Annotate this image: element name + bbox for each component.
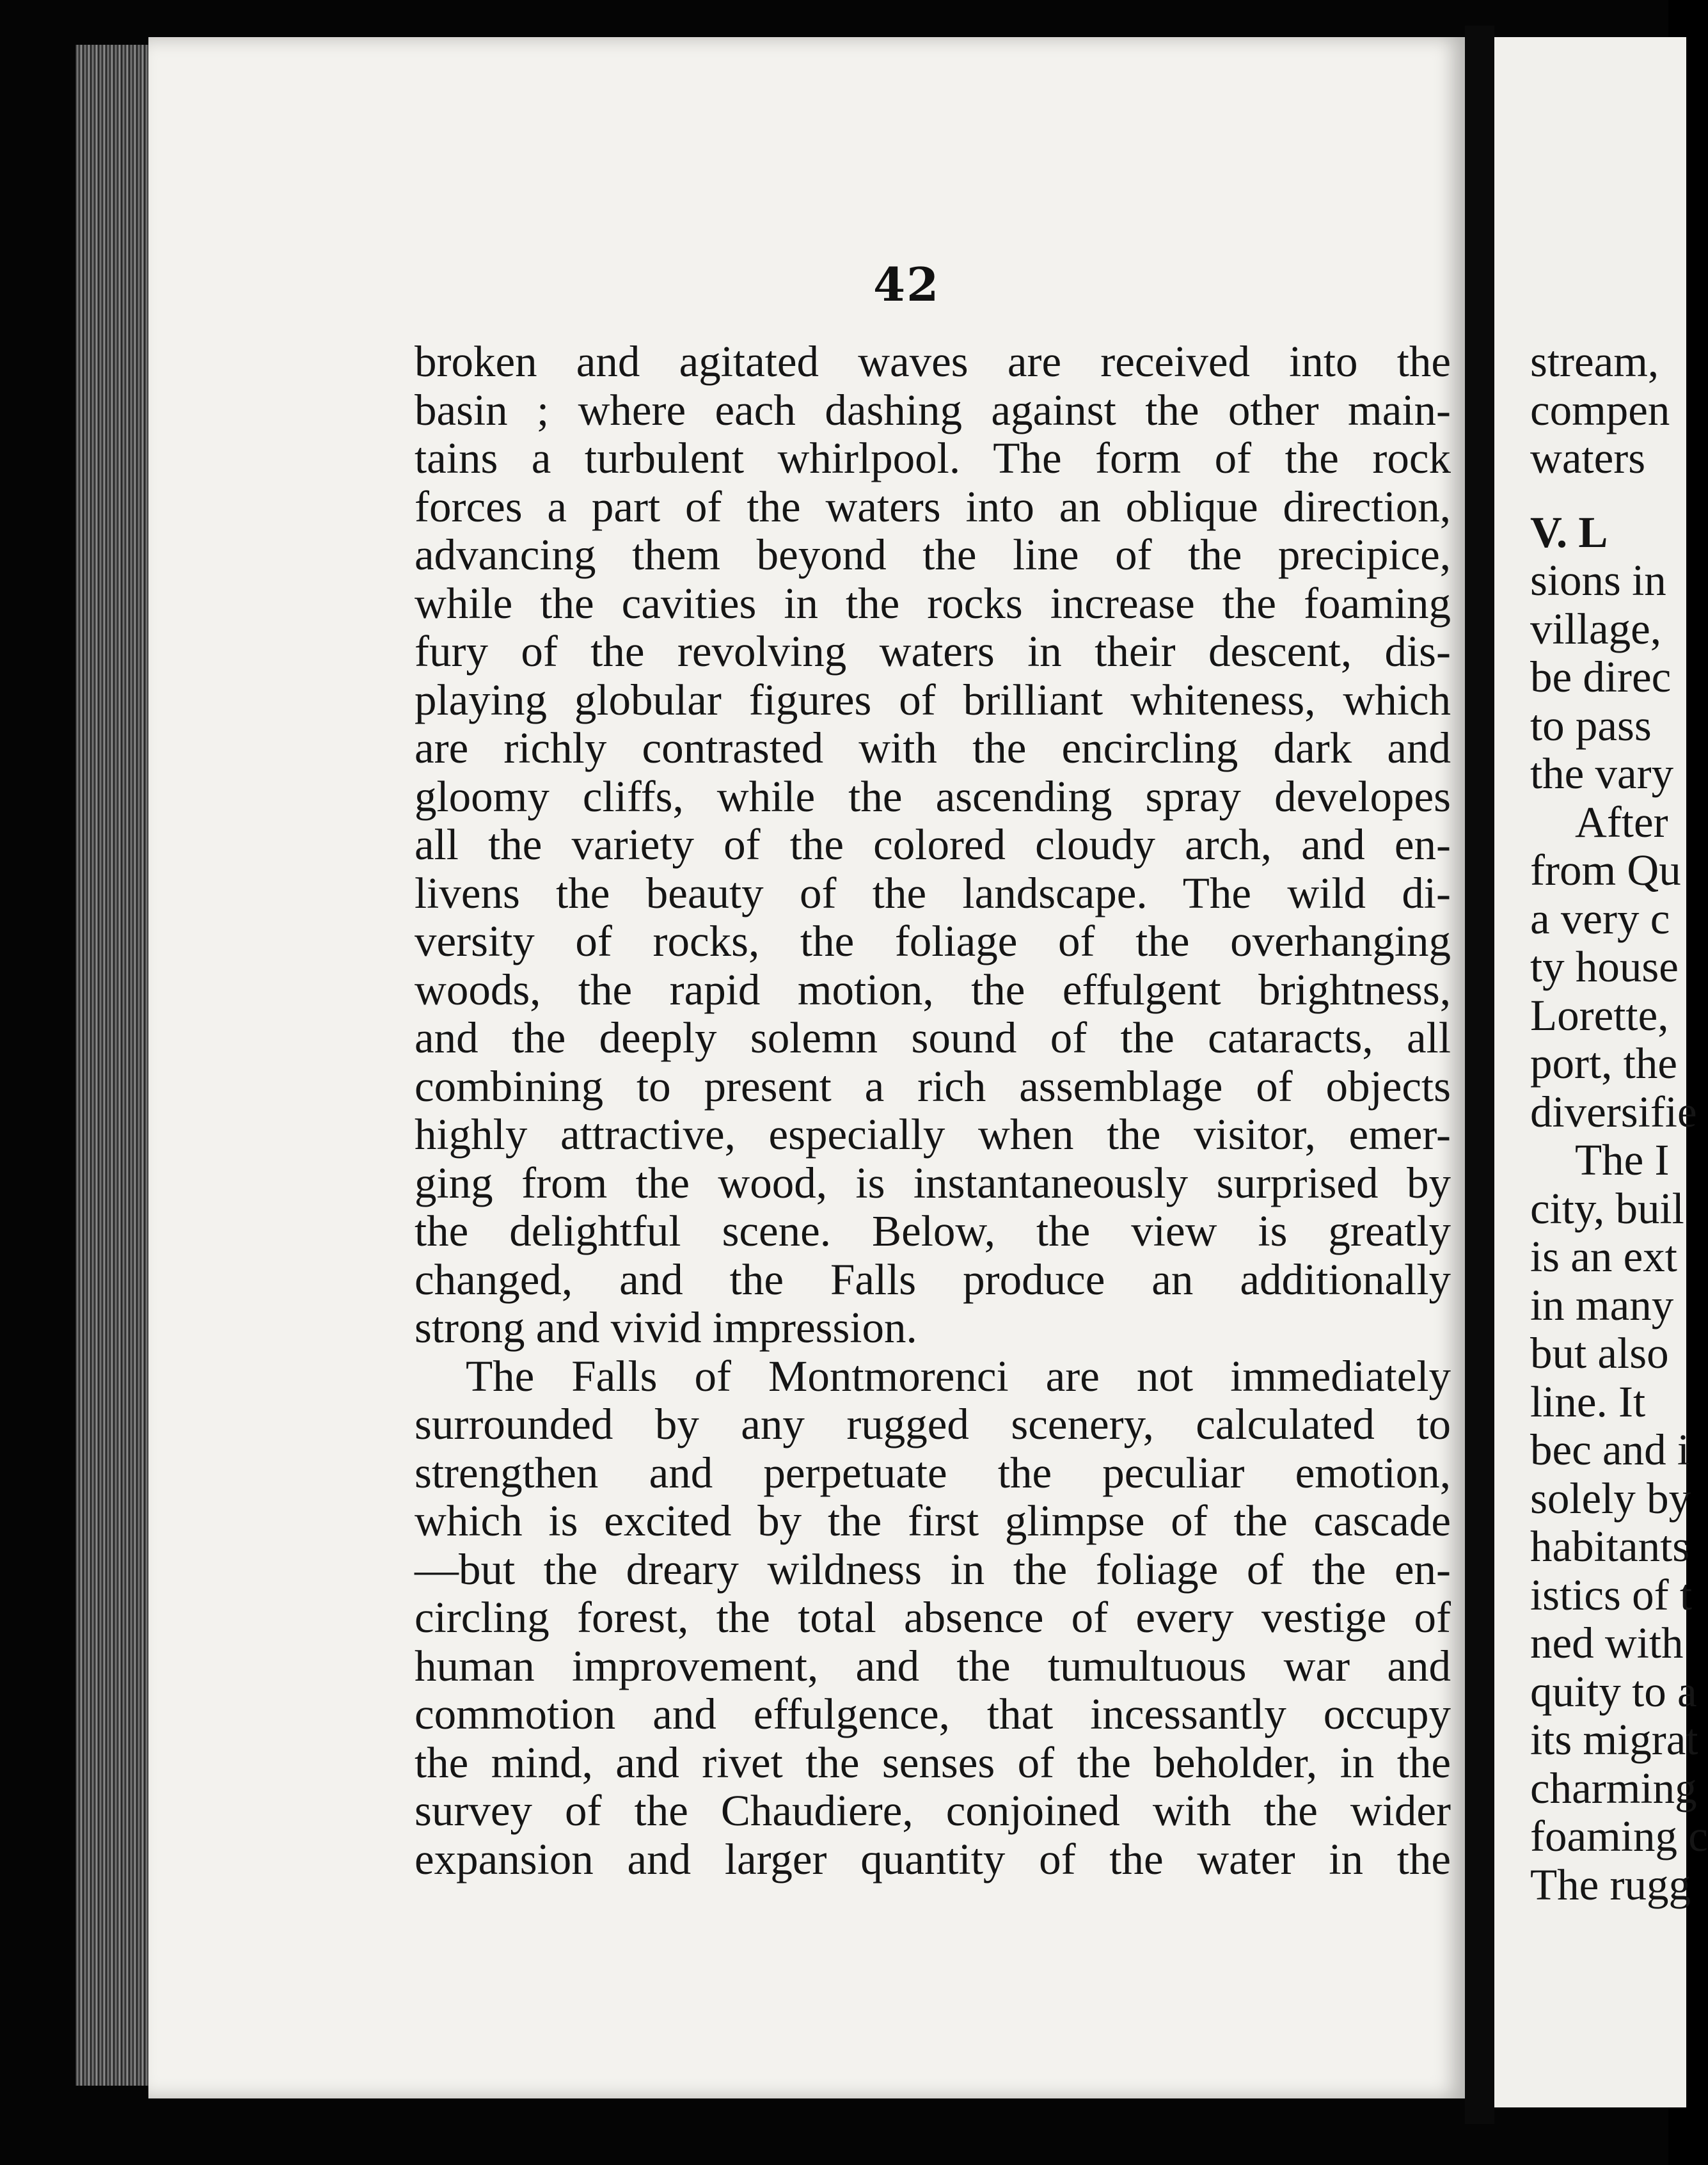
book-gutter <box>1465 26 1494 2124</box>
text-line: waters <box>1530 434 1646 482</box>
text-line: and the deeply solemn sound of the cataracts, all <box>415 1013 1451 1062</box>
text-line: a very c <box>1530 894 1670 943</box>
text-line: compen <box>1530 385 1670 434</box>
text-line: while the cavities in the rocks increase the foaming <box>415 578 1451 628</box>
text-line: foaming c <box>1530 1812 1708 1860</box>
text-line: versity of rocks, the foliage of the overhanging <box>415 917 1451 965</box>
text-line: tains a turbulent whirlpool. The form of the rock <box>415 434 1451 482</box>
page-number: 42 <box>873 257 940 312</box>
text-line: ging from the wood, is instantaneously surprised by <box>415 1158 1451 1207</box>
text-line: are richly contrasted with the encircling dark and <box>415 724 1451 772</box>
text-line: the delightful scene. Below, the view is greatly <box>415 1207 1451 1255</box>
text-line: changed, and the Falls produce an additionally <box>415 1255 1451 1304</box>
text-line: sions in <box>1530 556 1666 605</box>
text-line: human improvement, and the tumultuous war and <box>415 1641 1451 1690</box>
text-line: the vary <box>1530 749 1674 798</box>
text-line: playing globular figures of brilliant whiteness, which <box>415 675 1451 724</box>
text-line: broken and agitated waves are received into the <box>415 337 1451 386</box>
text-line: from Qu <box>1530 846 1681 894</box>
text-line: which is excited by the first glimpse of the cascade <box>415 1496 1451 1545</box>
text-line: its migrat <box>1530 1715 1698 1764</box>
text-line: habitants <box>1530 1522 1690 1571</box>
text-line: charming <box>1530 1763 1697 1812</box>
text-line: be direc <box>1530 653 1672 701</box>
text-line: port, the <box>1530 1039 1677 1088</box>
left-page-text <box>415 338 1451 1883</box>
text-line: but also <box>1530 1329 1669 1377</box>
text-line: strong and vivid impression. <box>415 1303 917 1352</box>
text-line: bec and i <box>1530 1425 1690 1474</box>
text-line: forces a part of the waters into an oblique direction, <box>415 482 1451 531</box>
text-line: solely by <box>1530 1473 1691 1523</box>
text-line: circling forest, the total absence of every vestige of <box>415 1593 1451 1642</box>
text-line: highly attractive, especially when the visitor, emer- <box>415 1110 1451 1159</box>
text-line: The Falls of Montmorenci are not immediately <box>466 1351 1451 1400</box>
text-line: istics of t <box>1530 1570 1692 1619</box>
text-line: fury of the revolving waters in their descent, dis- <box>415 627 1451 676</box>
text-line: the mind, and rivet the senses of the beholder, in the <box>415 1738 1451 1787</box>
text-line: commotion and effulgence, that incessantly occupy <box>415 1690 1451 1738</box>
text-line: diversifie <box>1530 1087 1697 1136</box>
text-line: village, <box>1530 604 1662 653</box>
text-line: to pass <box>1530 701 1652 750</box>
paragraph-gap <box>1530 483 1684 509</box>
text-line: combining to present a rich assemblage of objects <box>415 1061 1451 1111</box>
text-line: line. It <box>1530 1377 1646 1426</box>
text-line: is an ext <box>1530 1232 1677 1281</box>
text-line: in many <box>1530 1280 1674 1329</box>
text-line: city, buil <box>1530 1184 1684 1233</box>
text-line: stream, <box>1530 337 1659 386</box>
text-line: woods, the rapid motion, the effulgent brightness, <box>415 965 1451 1014</box>
text-line: all the variety of the colored cloudy arch, and en- <box>415 820 1451 869</box>
text-line: advancing them beyond the line of the precipice, <box>415 530 1451 579</box>
section-heading: V. L <box>1530 507 1608 557</box>
text-line: —but the dreary wildness in the foliage of the en- <box>415 1544 1451 1594</box>
text-line: The I <box>1575 1136 1670 1184</box>
text-line: gloomy cliffs, while the ascending spray developes <box>415 772 1451 821</box>
text-line: ty house <box>1530 942 1679 991</box>
text-line: survey of the Chaudiere, conjoined with the wider <box>415 1786 1451 1835</box>
text-line: expansion and larger quantity of the water in the <box>415 1834 1451 1883</box>
text-line: ned with <box>1530 1619 1684 1667</box>
text-line: basin ; where each dashing against the other main- <box>415 385 1451 434</box>
right-page-text <box>1530 337 1708 1909</box>
text-line: livens the beauty of the landscape. The wild di- <box>415 868 1451 917</box>
text-line: strengthen and perpetuate the peculiar emotion, <box>415 1448 1451 1497</box>
text-line: The rugg <box>1530 1860 1691 1909</box>
text-line: surrounded by any rugged scenery, calculated to <box>415 1400 1451 1448</box>
text-line: Lorette, <box>1530 990 1669 1040</box>
text-line: After <box>1575 797 1668 846</box>
text-line: quity to a <box>1530 1667 1697 1716</box>
